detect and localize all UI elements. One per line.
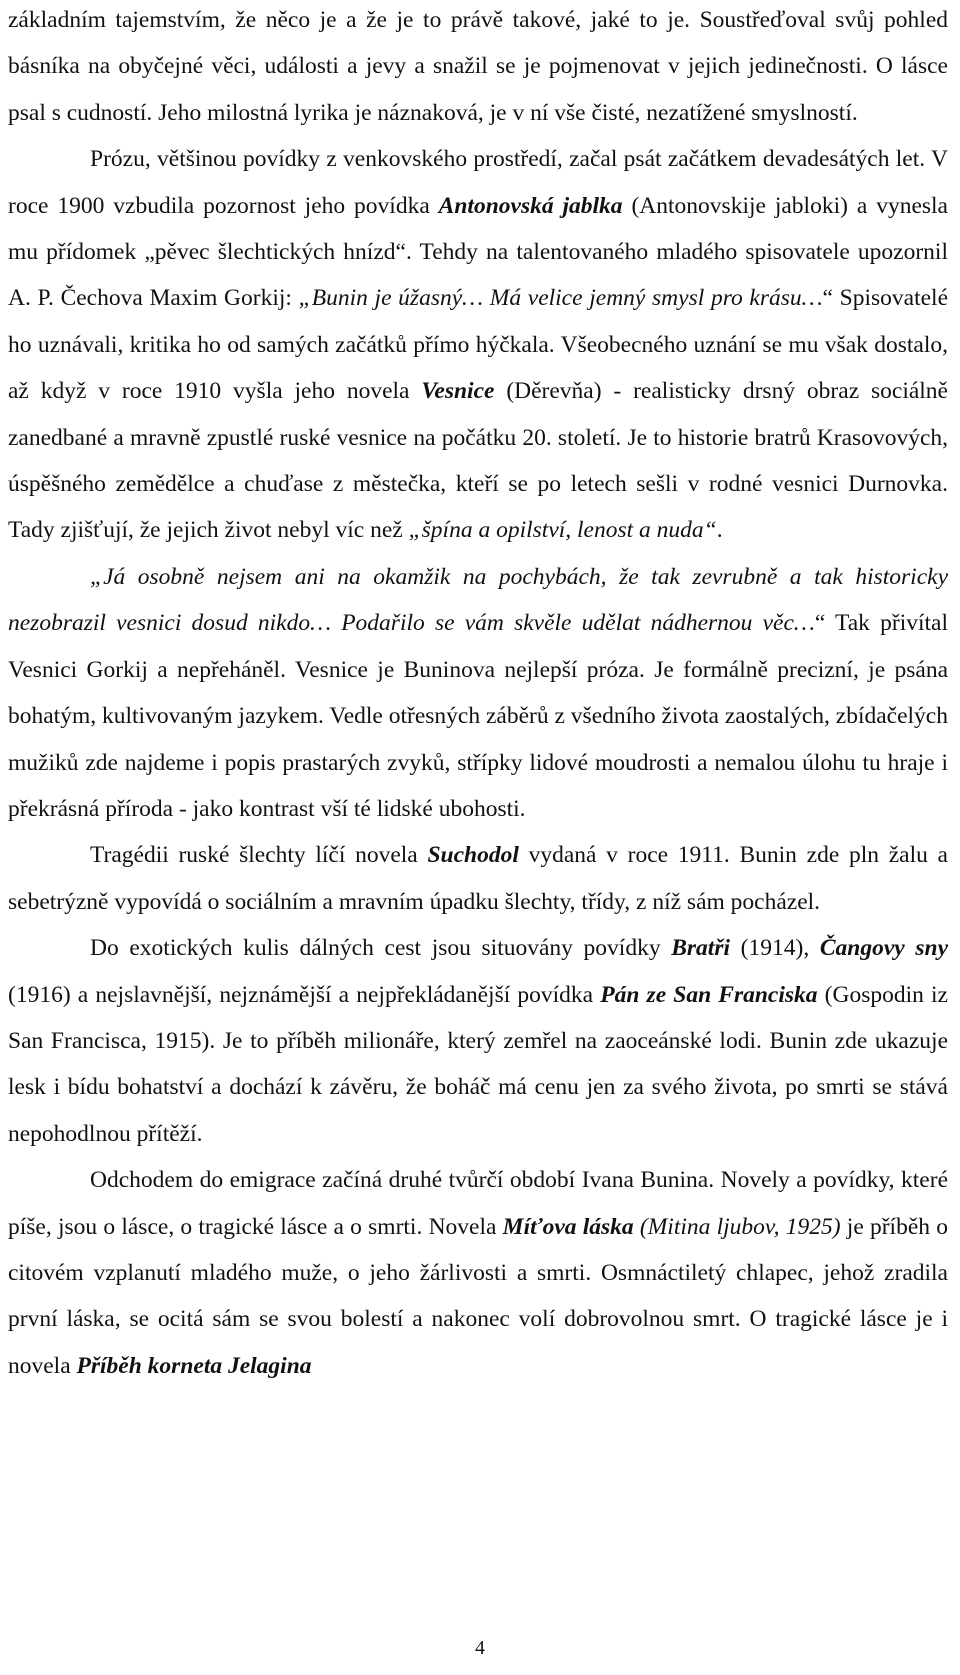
paragraph (8, 0, 948, 136)
work-title: Antonovská jablka (438, 192, 623, 219)
text-run: je příběh o citovém vzplanutí mladého muže, o jeho žárlivosti a smrti. Osmnáctiletý chlapec, jehož zradila první láska, se ocitá sám se svou bolestí a nakonec volí dobrovolnou smrt. O tragické lásce je i novela (8, 1213, 949, 1379)
text-run: (Gospodin iz San Francisca, 1915). Je to příběh milionáře, který zemřel na zaoceánské lodi. Bunin zde ukazuje lesk i bídu bohatství a dochází k závěru, že boháč má cenu jen za svého života, po smrti se stává nepohodlnou přítěží. (8, 981, 948, 1147)
text-run: základním tajemstvím, že něco je a že je to právě takové, jaké to je. Soustřeďoval svůj pohled básníka na obyčejné věci, události a jevy a snažil se je pojmenovat v jejich jedinečnosti. O lásce psal s cudností. Jeho milostná lyrika je náznaková, je v ní vše čisté, nezatížené smyslností. (8, 7, 948, 126)
work-title: Míťova láska (502, 1213, 634, 1240)
paragraph (8, 554, 948, 832)
work-title: Suchodol (427, 842, 519, 869)
text-run: (1916) a nejslavnější, nejznámější a nejpřekládanější povídka (8, 981, 601, 1008)
work-title: Vesnice (421, 378, 495, 405)
text-run: . (716, 517, 723, 544)
work-title: Pán ze San Franciska (600, 981, 818, 1008)
text-run: Prózu, většinou povídky z venkovského prostředí, začal psát začátkem devadesátých let. V roce 1900 vzbudila pozornost jeho povídka (8, 146, 948, 219)
paragraph (8, 1157, 948, 1389)
quotation: „špína a opilství, lenost a nuda“ (408, 517, 717, 544)
work-title: Bratři (671, 935, 731, 962)
page-number: 4 (475, 1637, 485, 1659)
text-run: (1914), (730, 935, 820, 962)
paragraph (8, 925, 948, 1157)
paragraph (8, 136, 948, 554)
quotation: „Já osobně nejsem ani na okamžik na pochybách, že tak zevrubně a tak historicky nezobrazil vesnici dosud nikdo… Podařilo se vám skvěle udělat nádhernou věc… (8, 563, 948, 637)
text-run: (Děrevňa) - realisticky drsný obraz sociálně zanedbané a mravně zpustlé ruské vesnice na počátku 20. století. Je to historie bratrů Krasovových, úspěšného zemědělce a chuďase z městečka, kteří se po letech sešli v rodné vesnici Durnovka. Tady zjišťují, že jejich život nebyl víc než (8, 378, 948, 544)
body-text (8, 0, 948, 1389)
work-title: Čangovy sny (819, 935, 948, 962)
work-title: Příběh korneta Jelagina (76, 1352, 312, 1379)
text-run: vydaná v roce 1911. Bunin zde pln žalu a sebetrýzně vypovídá o sociálním a mravním úpadku šlechty, třídy, z níž sám pocházel. (8, 842, 948, 915)
text-run: Odchodem do emigrace začíná druhé tvůrčí období Ivana Bunina. Novely a povídky, které píše, jsou o lásce, o tragické lásce a o smrti. Novela (8, 1167, 948, 1240)
quotation: „Bunin je úžasný… Má velice jemný smysl pro krásu… (298, 285, 823, 312)
text-run: Do exotických kulis dálných cest jsou situovány povídky (90, 935, 672, 962)
text-run: Tragédii ruské šlechty líčí novela (90, 842, 428, 869)
text-run: “ Tak přivítal Vesnici Gorkij a nepřeháněl. Vesnice je Buninova nejlepší próza. Je formálně precizní, je psána bohatým, kultivovaným jazykem. Vedle otřesných záběrů z všedního života zaostalých, zbídačelých mužiků zde najdeme i popis prastarých zvyků, střípky lidové moudrosti a nemalou úlohu tu hraje i překrásná příroda - jako kontrast vší té lidské ubohosti. (8, 610, 948, 822)
text-run: “ Spisovatelé ho uznávali, kritika ho od samých začátků přímo hýčkala. Všeobecného uznání se mu však dostalo, až když v roce 1910 vyšla jeho novela (8, 285, 949, 405)
paragraph (8, 832, 948, 925)
text-run: (Antonovskije jabloki) a vynesla mu přídomek „pěvec šlechtických hnízd“. Tehdy na talentovaného mladého spisovatele upozornil A. P. Čechova Maxim Gorkij: (8, 192, 948, 312)
quotation: (Mitina ljubov, 1925) (639, 1213, 841, 1240)
